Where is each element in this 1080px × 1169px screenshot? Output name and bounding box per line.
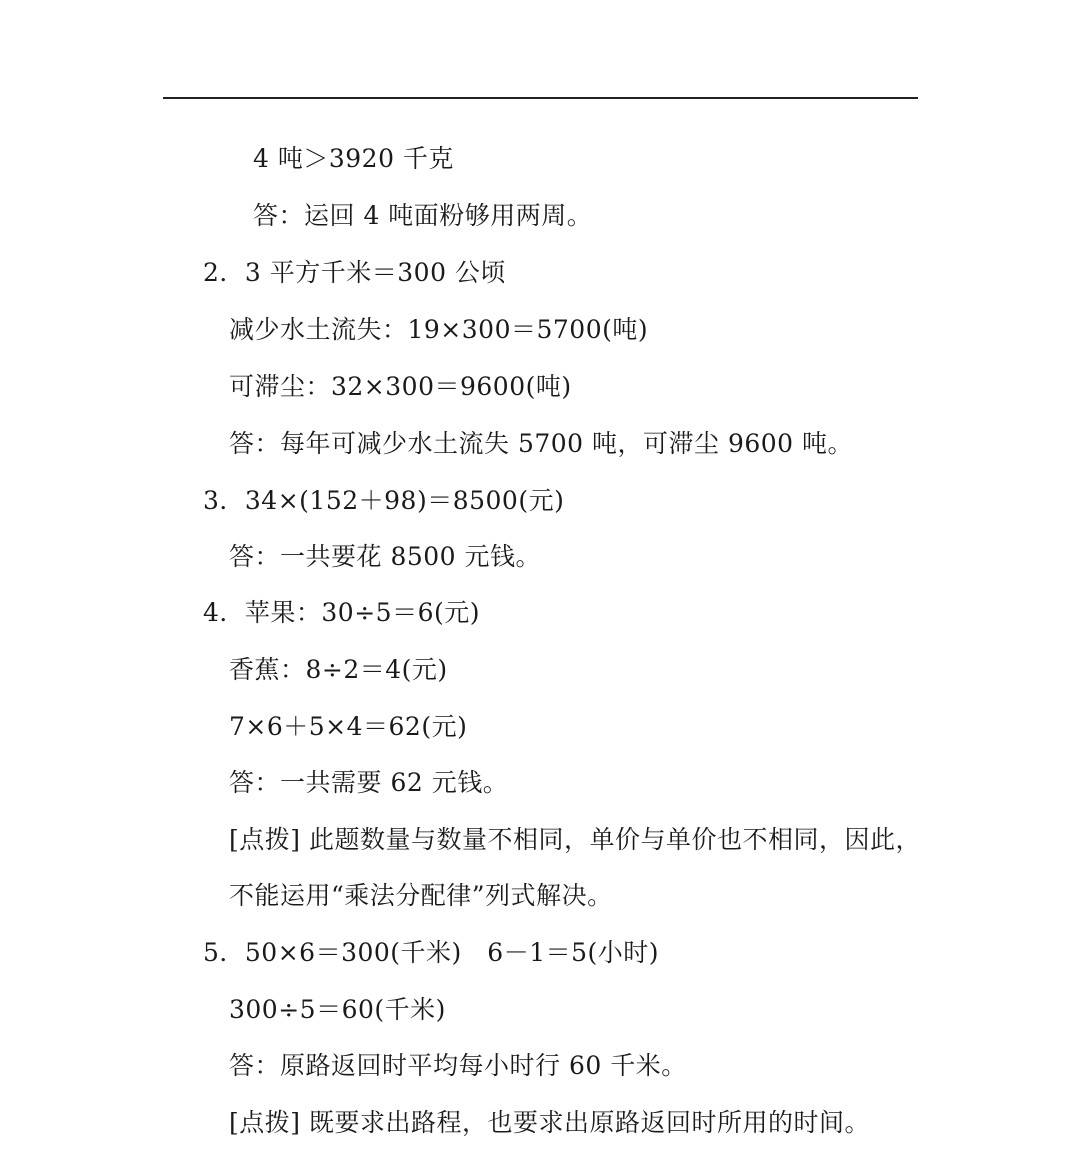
- answer-line: 答：原路返回时平均每小时行 60 千米。: [229, 1051, 687, 1080]
- hint-line: 不能运用“乘法分配律”列式解决。: [229, 881, 613, 910]
- answer-line: 答：一共需要 62 元钱。: [229, 768, 509, 797]
- answer-line: 答：一共要花 8500 元钱。: [229, 542, 542, 571]
- question-5: 5．50×6＝300(千米) 6－1＝5(小时): [203, 938, 660, 967]
- text-line: 4 吨＞3920 千克: [253, 144, 454, 173]
- hint-line: [点拨] 此题数量与数量不相同，单价与单价也不相同，因此，: [229, 825, 921, 854]
- hint-line: [点拨] 既要求出路程，也要求出原路返回时所用的时间。: [229, 1108, 870, 1137]
- text-line: 7×6＋5×4＝62(元): [229, 712, 468, 741]
- text-line: 300÷5＝60(千米): [229, 995, 446, 1024]
- question-2: 2．3 平方千米＝300 公顷: [203, 258, 506, 287]
- question-3: 3．34×(152＋98)＝8500(元): [203, 486, 565, 515]
- text-line: 可滞尘：32×300＝9600(吨): [229, 372, 572, 401]
- text-line: 香蕉：8÷2＝4(元): [229, 655, 448, 684]
- text-line: 答：运回 4 吨面粉够用两周。: [253, 201, 593, 230]
- answer-line: 答：每年可减少水土流失 5700 吨，可滞尘 9600 吨。: [229, 429, 854, 458]
- text-line: 减少水土流失：19×300＝5700(吨): [229, 315, 649, 344]
- question-4: 4．苹果：30÷5＝6(元): [203, 598, 480, 627]
- header-divider: [163, 97, 918, 99]
